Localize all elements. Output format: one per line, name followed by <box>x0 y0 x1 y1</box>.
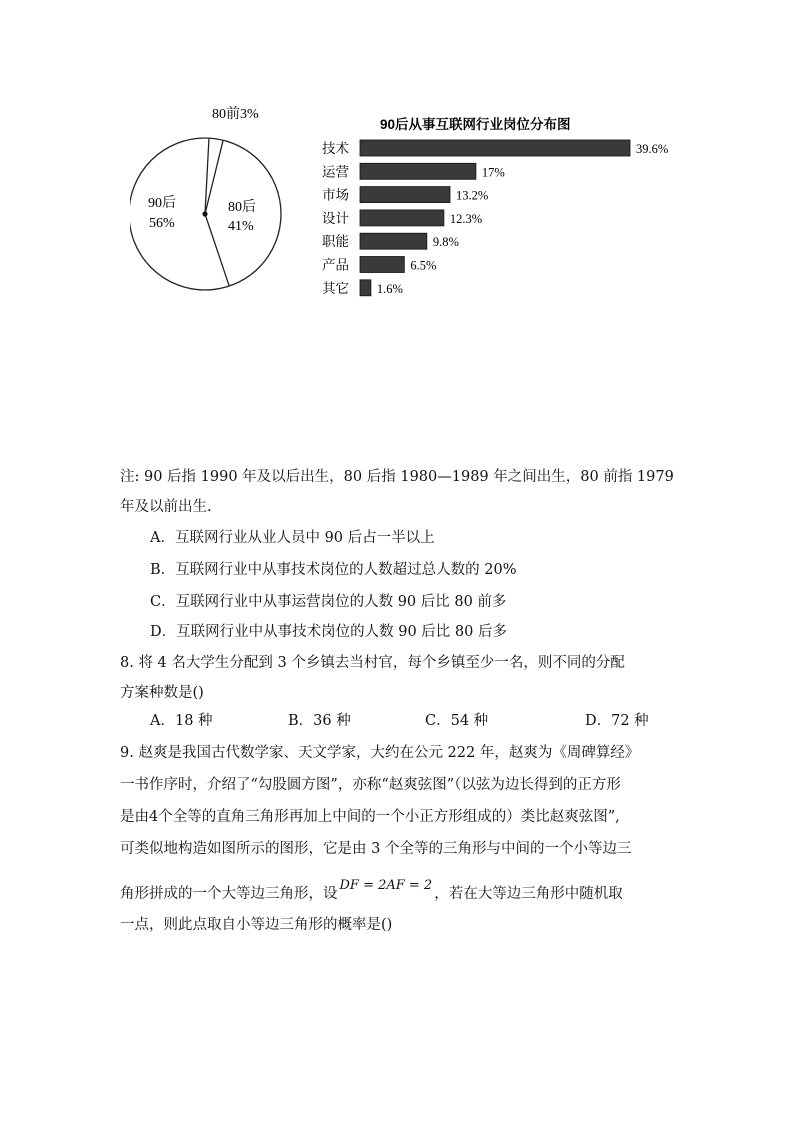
bar-value-label: 1.6% <box>376 281 403 296</box>
q7-option-b: B．互联网行业中从事技术岗位的人数超过总人数的 20% <box>150 562 517 578</box>
q9-line-6: 一点，则此点取自小等边三角形的概率是() <box>120 917 393 933</box>
bar-2 <box>360 163 476 179</box>
bar-value-label: 39.6% <box>636 142 669 156</box>
q7-option-c: C．互联网行业中从事运营岗位的人数 90 后比 80 前多 <box>150 594 507 610</box>
bar-category-label: 市场 <box>322 187 349 204</box>
q7-option-a: A．互联网行业从业人员中 90 后占一半以上 <box>150 530 435 546</box>
q9-line-2: 一书作序时，介绍了“勾股圆方图”，亦称“赵爽弦图”（以弦为边长得到的正方形 <box>120 777 621 793</box>
bar-6 <box>360 257 404 273</box>
pie-label-80-after-value: 41% <box>228 219 254 234</box>
bar-category-label: 设计 <box>322 210 349 227</box>
job-distribution-bar-chart <box>310 108 690 308</box>
note-line-2: 年及以前出生. <box>120 499 212 515</box>
q8-option-a: A．18 种 <box>150 713 213 729</box>
bar-7 <box>360 280 371 296</box>
q7-option-d: D．互联网行业中从事技术岗位的人数 90 后比 80 后多 <box>150 624 507 640</box>
pie-label-90-after-name: 90后 <box>148 196 176 211</box>
q8-option-b: B．36 种 <box>288 713 351 729</box>
generation-pie-chart <box>130 100 300 300</box>
pie-label-80-before: 80前3% <box>212 107 259 122</box>
pie-label-80-after-name: 80后 <box>228 200 256 215</box>
bar-3 <box>360 187 450 203</box>
pie-center-dot <box>202 211 207 216</box>
bar-category-label: 其它 <box>322 280 349 297</box>
q9-line-5 <box>120 878 623 905</box>
note-line-1: 注: 90 后指 1990 年及以后出生，80 后指 1980—1989 年之间出生，80 前指 1979 <box>120 469 674 485</box>
bar-value-label: 12.3% <box>449 211 483 226</box>
bar-value-label: 9.8% <box>432 235 459 250</box>
bar-value-label: 17% <box>481 165 505 180</box>
q9-line-4: 可类似地构造如图所示的图形，它是由 3 个全等的三角形与中间的一个小等边三 <box>120 841 632 857</box>
bar-4 <box>360 210 444 226</box>
q9-line-1: 9. 赵爽是我国古代数学家、天文学家，大约在公元 222 年，赵爽为《周碑算经》 <box>120 745 640 761</box>
pie-label-90-after-value: 56% <box>149 216 175 231</box>
bar-chart-title: 90后从事互联网行业岗位分布图 <box>380 117 571 132</box>
bar-1 <box>360 140 630 156</box>
q9-formula: DF = 2AF = 2 <box>339 878 433 893</box>
bar-5 <box>360 233 427 249</box>
bar-category-label: 运营 <box>322 164 349 181</box>
q8-option-c: C．54 种 <box>425 713 489 729</box>
q9-line-5-start: 角形拼成的一个大等边三角形，设 <box>120 886 338 902</box>
q9-line-3: 是由4个全等的直角三角形再加上中间的一个小正方形组成的）类比赵爽弦图”, <box>120 809 620 825</box>
bar-category-label: 产品 <box>322 257 349 274</box>
bar-category-label: 技术 <box>322 141 349 157</box>
q8-line-2: 方案种数是() <box>120 685 204 701</box>
q8-line-1: 8. 将 4 名大学生分配到 3 个乡镇去当村官，每个乡镇至少一名，则不同的分配 <box>120 655 625 671</box>
bar-category-label: 职能 <box>322 234 349 251</box>
q9-line-5-end: ，若在大等边三角形中随机取 <box>434 886 623 902</box>
q8-option-d: D．72 种 <box>585 713 649 729</box>
bar-value-label: 6.5% <box>410 258 437 273</box>
bar-value-label: 13.2% <box>456 188 489 203</box>
